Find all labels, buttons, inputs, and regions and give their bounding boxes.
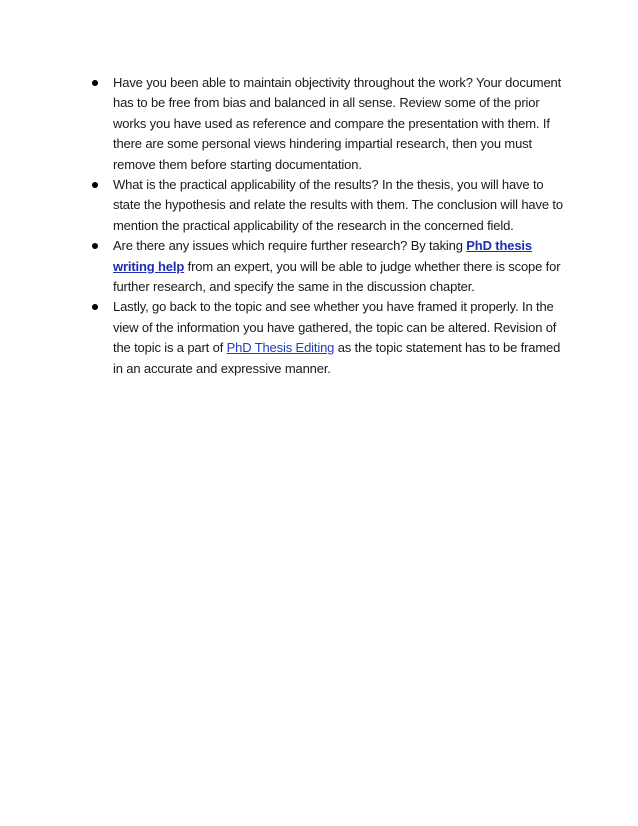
list-item xyxy=(92,175,572,236)
phd-thesis-editing-link[interactable]: PhD Thesis Editing xyxy=(226,340,335,356)
list-item xyxy=(92,236,572,297)
bullet-text xyxy=(113,297,572,379)
bullet-text-after: as the topic statement has to be framed in an accurate and expressive manner. xyxy=(113,340,561,376)
list-item xyxy=(92,73,572,175)
bullet-text-before: Are there any issues which require further research? By taking xyxy=(113,238,467,254)
bullet-text: Have you been able to maintain objectivity throughout the work? Your document has to be free from bias and balanced in all sense. Review some of the prior works you have used as reference and compare the presentation with them. If there are some personal views hindering impartial research, then you must remove them before starting documentation. xyxy=(113,75,562,172)
bullet-dot-icon xyxy=(92,243,98,249)
bullet-text-before: Lastly, go back to the topic and see whether you have framed it properly. In the view of the information you have gathered, the topic can be altered. Revision of the topic is a part of xyxy=(113,299,557,356)
bullet-text: What is the practical applicability of the results? In the thesis, you will have to state the hypothesis and relate the results with them. The conclusion will have to mention the practical applicability of the research in the concerned field. xyxy=(113,177,563,233)
bullet-text xyxy=(113,236,572,297)
bullet-dot-icon xyxy=(92,304,98,310)
bullet-dot-icon xyxy=(92,80,98,86)
bullet-list xyxy=(92,73,572,379)
bullet-text-after: from an expert, you will be able to judge whether there is scope for further research, and specify the same in the discussion chapter. xyxy=(113,258,561,295)
bullet-dot-icon xyxy=(92,182,98,188)
list-item xyxy=(92,297,572,379)
phd-thesis-writing-help-link[interactable]: PhD thesis writing help xyxy=(113,238,532,274)
